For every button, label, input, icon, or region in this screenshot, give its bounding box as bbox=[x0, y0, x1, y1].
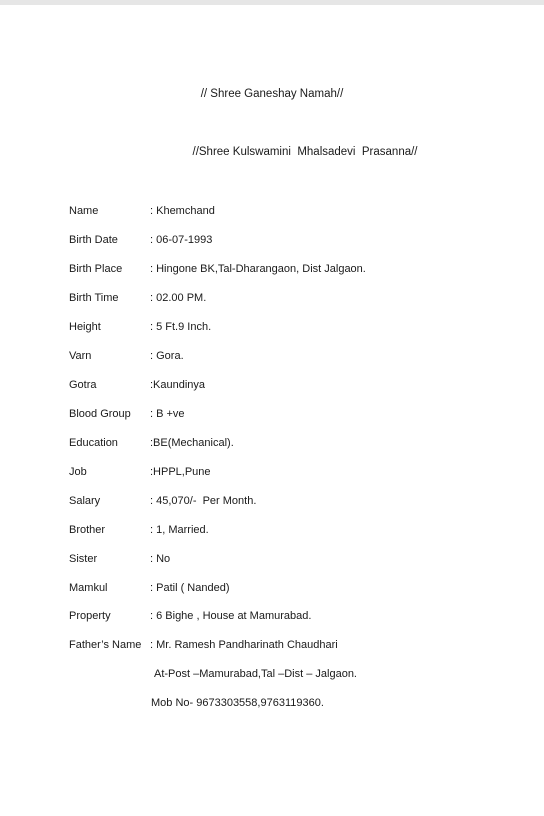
detail-value: : Hingone BK,Tal-Dharangaon, Dist Jalgaon. bbox=[150, 263, 366, 275]
detail-row-salary bbox=[69, 493, 257, 509]
detail-label: Father’s Name bbox=[69, 639, 142, 651]
document-page bbox=[0, 5, 544, 816]
detail-value: : 02.00 PM. bbox=[150, 292, 207, 304]
detail-value: : B +ve bbox=[150, 408, 185, 420]
detail-value: : 6 Bighe , House at Mamurabad. bbox=[150, 610, 312, 622]
detail-value: : Mr. Ramesh Pandharinath Chaudhari bbox=[150, 639, 338, 651]
detail-label: Blood Group bbox=[69, 408, 131, 420]
detail-value: : Gora. bbox=[150, 350, 184, 362]
deity-heading: //Shree Kulswamini Mhalsadevi Prasanna// bbox=[192, 146, 418, 158]
detail-label: Education bbox=[69, 437, 118, 449]
detail-label: Salary bbox=[69, 495, 101, 507]
mobile-numbers: Mob No- 9673303558,9763119360. bbox=[151, 697, 324, 709]
detail-row-gotra bbox=[69, 377, 206, 393]
detail-row-varn bbox=[69, 348, 184, 364]
detail-row-birth-date bbox=[69, 232, 213, 248]
detail-value: :Kaundinya bbox=[150, 379, 206, 391]
detail-label: Name bbox=[69, 205, 99, 217]
detail-label: Gotra bbox=[69, 379, 97, 391]
detail-row-education bbox=[69, 435, 234, 451]
detail-row-height bbox=[69, 319, 212, 335]
detail-row-property bbox=[69, 608, 312, 624]
detail-row-birth-place bbox=[69, 261, 366, 277]
detail-value: : Patil ( Nanded) bbox=[150, 582, 230, 594]
detail-label: Birth Place bbox=[69, 263, 123, 275]
detail-label: Birth Date bbox=[69, 234, 118, 246]
detail-label: Sister bbox=[69, 553, 98, 565]
detail-value: : 1, Married. bbox=[150, 524, 209, 536]
detail-value: : Khemchand bbox=[150, 205, 215, 217]
detail-row-mamkul bbox=[69, 580, 230, 596]
detail-value: :HPPL,Pune bbox=[150, 466, 211, 478]
detail-label: Height bbox=[69, 321, 101, 333]
detail-label: Mamkul bbox=[69, 582, 108, 594]
detail-value: :BE(Mechanical). bbox=[150, 437, 234, 449]
detail-row-brother bbox=[69, 522, 209, 538]
detail-label: Job bbox=[69, 466, 87, 478]
detail-label: Property bbox=[69, 610, 111, 622]
invocation-heading: // Shree Ganeshay Namah// bbox=[200, 88, 344, 100]
detail-label: Brother bbox=[69, 524, 106, 536]
detail-value: : 5 Ft.9 Inch. bbox=[150, 321, 212, 333]
detail-row-birth-time bbox=[69, 290, 207, 306]
detail-value: : 06-07-1993 bbox=[150, 234, 213, 246]
detail-row-fathers-name bbox=[69, 637, 338, 653]
detail-row-name bbox=[69, 203, 215, 219]
detail-label: Varn bbox=[69, 350, 92, 362]
detail-row-blood-group bbox=[69, 406, 185, 422]
detail-value: : No bbox=[150, 553, 171, 565]
detail-row-job bbox=[69, 464, 211, 480]
detail-label: Birth Time bbox=[69, 292, 119, 304]
detail-value: : 45,070/- Per Month. bbox=[150, 495, 257, 507]
address-line: At-Post –Mamurabad,Tal –Dist – Jalgaon. bbox=[154, 668, 357, 680]
detail-row-sister bbox=[69, 551, 171, 567]
